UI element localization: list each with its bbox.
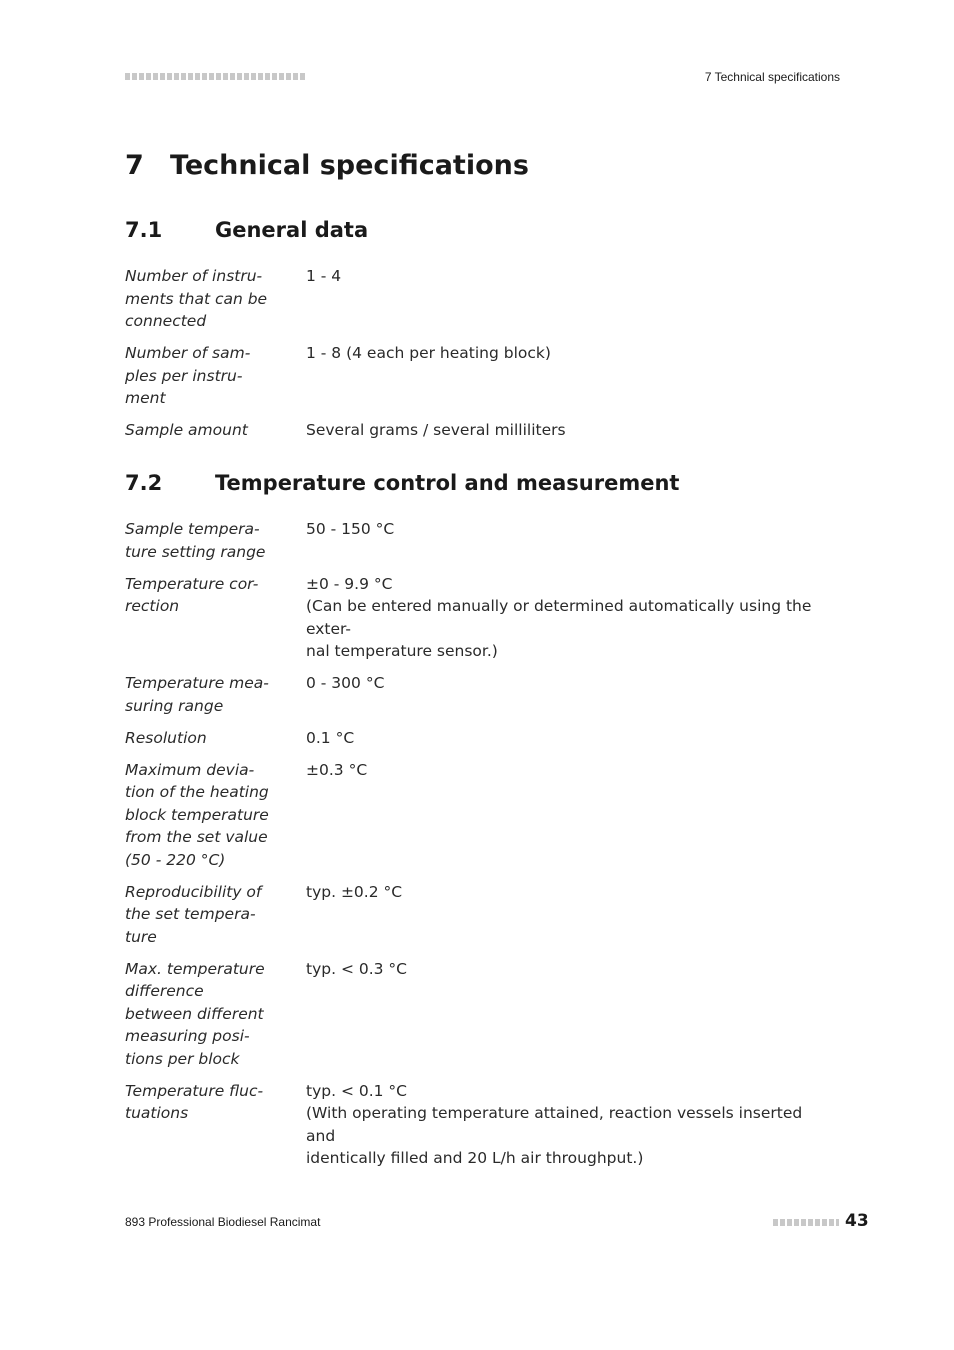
spec-label-line: ments that can be	[125, 289, 268, 308]
spec-label-line: Temperature cor-	[125, 574, 259, 593]
spec-label	[125, 958, 306, 1071]
spec-label	[125, 727, 306, 750]
spec-value-line: typ. < 0.1 °C	[306, 1081, 408, 1100]
section-title-text: Temperature control and measurement	[215, 471, 680, 495]
spec-label-line: from the set value	[125, 828, 268, 846]
section-title-text: General data	[215, 218, 369, 242]
spec-label-line: difference	[125, 982, 204, 1000]
spec-label-line: connected	[125, 312, 207, 330]
section-number: 7.2	[125, 471, 163, 495]
spec-label-line: Number of sam-	[125, 344, 251, 362]
spec-row	[125, 759, 825, 872]
spec-label	[125, 518, 306, 563]
spec-label-line: suring range	[125, 696, 224, 715]
spec-label-line: Temperature fluc-	[125, 1081, 264, 1100]
spec-label-line: Max. temperature	[125, 959, 265, 978]
spec-label-line: (50 - 220 °C)	[125, 850, 226, 869]
spec-label	[125, 759, 306, 872]
spec-value	[306, 1080, 825, 1170]
spec-label-line: tions per block	[125, 1049, 240, 1068]
spec-row	[125, 342, 825, 410]
spec-label	[125, 573, 306, 663]
spec-row	[125, 672, 825, 717]
spec-value-line: 0.1 °C	[306, 728, 355, 747]
spec-value-line: 0 - 300 °C	[306, 674, 385, 692]
spec-value-line: typ. < 0.3 °C	[306, 959, 408, 978]
spec-label-line: Sample tempera-	[125, 520, 260, 538]
header-decoration	[125, 73, 307, 80]
spec-label-line: Number of instru-	[125, 267, 263, 285]
spec-value-line: ±0 - 9.9 °C	[306, 574, 393, 593]
spec-label-line: Resolution	[125, 728, 207, 747]
spec-label	[125, 265, 306, 333]
spec-label-line: ture setting range	[125, 542, 266, 561]
spec-value-line: nal temperature sensor.)	[306, 642, 498, 660]
spec-value-line: 1 - 4	[306, 267, 342, 285]
spec-label	[125, 672, 306, 717]
spec-value	[306, 518, 825, 563]
spec-value	[306, 881, 825, 949]
spec-label-line: rection	[125, 597, 180, 615]
chapter-number: 7	[125, 150, 144, 181]
spec-value-line: (With operating temperature attained, reaction vessels inserted and	[306, 1104, 803, 1145]
spec-label	[125, 342, 306, 410]
running-header: 7 Technical specifications	[704, 70, 840, 84]
spec-value-line: identically filled and 20 L/h air throughput.)	[306, 1149, 644, 1167]
spec-row	[125, 881, 825, 949]
spec-row	[125, 958, 825, 1071]
spec-value-line: 1 - 8 (4 each per heating block)	[306, 344, 551, 362]
spec-label-line: between different	[125, 1004, 264, 1023]
spec-row	[125, 265, 825, 333]
section-title-temperature	[125, 471, 679, 495]
spec-label-line: Temperature mea-	[125, 674, 269, 692]
section-title-general-data	[125, 218, 368, 242]
spec-value-line: Several grams / several milliliters	[306, 421, 566, 439]
spec-label	[125, 1080, 306, 1170]
spec-label-line: ture	[125, 927, 157, 946]
spec-value	[306, 342, 825, 410]
spec-row	[125, 518, 825, 563]
spec-value-line: ±0.3 °C	[306, 760, 368, 779]
spec-label-line: measuring posi-	[125, 1027, 250, 1045]
spec-value	[306, 265, 825, 333]
spec-row	[125, 419, 825, 442]
spec-label-line: tion of the heating	[125, 783, 269, 801]
footer-product-name: 893 Professional Biodiesel Rancimat	[125, 1215, 321, 1229]
chapter-title	[125, 150, 529, 181]
spec-value-line: (Can be entered manually or determined automatically using the exter-	[306, 597, 812, 638]
spec-label-line: Reproducibility of	[125, 882, 262, 901]
page-number: 43	[845, 1211, 869, 1231]
spec-label	[125, 419, 306, 442]
spec-value	[306, 759, 825, 872]
spec-label-line: ples per instru-	[125, 366, 243, 385]
spec-value	[306, 958, 825, 1071]
spec-value	[306, 573, 825, 663]
chapter-title-text: Technical specifications	[170, 150, 529, 181]
spec-label	[125, 881, 306, 949]
spec-table-temperature	[125, 518, 825, 1179]
spec-label-line: ment	[125, 389, 166, 407]
spec-value-line: 50 - 150 °C	[306, 520, 395, 538]
spec-label-line: Sample amount	[125, 421, 248, 439]
spec-value-line: typ. ±0.2 °C	[306, 882, 403, 901]
spec-label-line: Maximum devia-	[125, 760, 255, 779]
spec-row	[125, 573, 825, 663]
spec-table-general-data	[125, 265, 825, 451]
spec-label-line: block temperature	[125, 805, 269, 824]
spec-value	[306, 672, 825, 717]
spec-row	[125, 727, 825, 750]
spec-row	[125, 1080, 825, 1170]
spec-value	[306, 419, 825, 442]
spec-label-line: tuations	[125, 1104, 189, 1122]
spec-label-line: the set tempera-	[125, 905, 256, 923]
section-number: 7.1	[125, 218, 163, 242]
spec-value	[306, 727, 825, 750]
footer-decoration	[773, 1219, 839, 1226]
